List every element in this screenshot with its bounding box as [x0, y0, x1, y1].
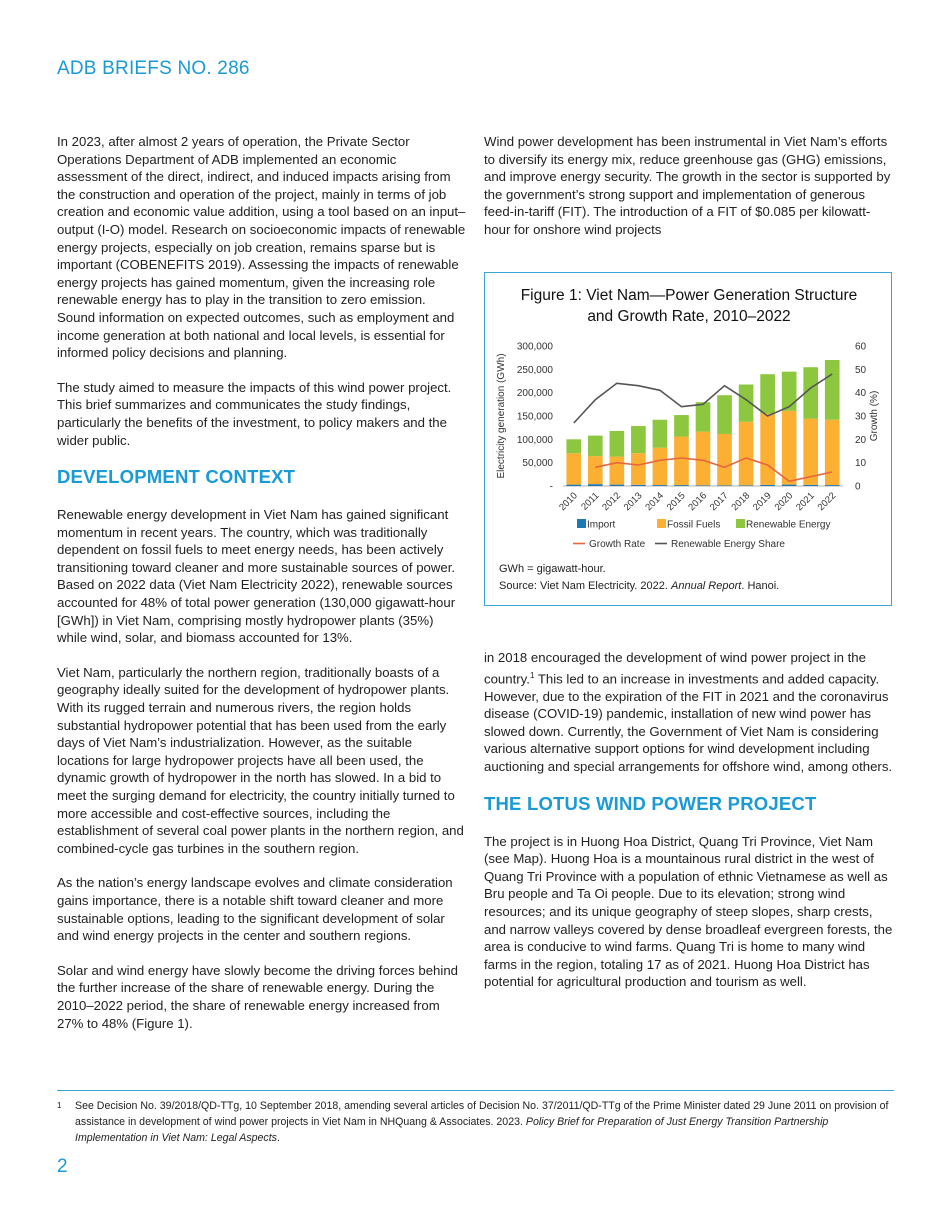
- footnote-reference[interactable]: 1: [529, 670, 535, 680]
- bar-import: [653, 485, 668, 486]
- paragraph: in 2018 encouraged the development of wind power project in the country.$^1$ This led to an increase in investments and added capacity. However, due to the expiration of the FIT in 2021 and the coronavirus disease (COVID-19) pandemic, installation of new wind power has slowed down. Currently, the Government of Viet Nam is considering various alternative support options for wind development including auctioning and special arrangements for offshore wind, among others.: [484, 650, 893, 774]
- y-left-tick-label: 250,000: [516, 364, 553, 376]
- y-right-tick-label: 60: [855, 341, 867, 353]
- bar-import: [760, 485, 775, 486]
- y-right-axis-label: Growth (%): [869, 390, 880, 442]
- paragraph: The study aimed to measure the impacts of this wind power project. This brief summarizes and communicates the study findings, particularly the benefits of the investment, to policy makers and the wider public.: [57, 379, 452, 448]
- bar-import: [566, 485, 581, 486]
- x-tick-label: 2022: [815, 490, 839, 514]
- x-tick-label: 2015: [664, 490, 688, 514]
- bar-fossil-fuels: [566, 453, 581, 484]
- x-tick-label: 2014: [643, 490, 667, 514]
- bar-renewable-energy: [760, 374, 775, 413]
- bar-fossil-fuels: [696, 432, 711, 486]
- footnote: [57, 1098, 894, 1146]
- x-tick-label: 2013: [621, 490, 645, 514]
- x-tick-label: 2020: [772, 490, 796, 514]
- legend-label: Renewable Energy: [746, 519, 831, 531]
- x-tick-label: 2018: [729, 490, 753, 514]
- bar-fossil-fuels: [717, 434, 732, 485]
- power-generation-chart: [485, 333, 891, 559]
- bar-import: [739, 485, 754, 486]
- figure-title: [485, 285, 893, 327]
- paragraph: As the nation’s energy landscape evolves and climate consideration gains importance, there is a notable shift toward cleaner and more sustainable options, leading to the significant development of solar and wind energy projects in the center and southern regions.: [57, 875, 453, 944]
- figure-note: [499, 561, 779, 595]
- legend-swatch: [736, 519, 745, 528]
- section-heading-lotus-wind: THE LOTUS WIND POWER PROJECT: [484, 792, 817, 814]
- legend-swatch: [577, 519, 586, 528]
- paragraph: Renewable energy development in Viet Nam has gained significant momentum in recent years. The country, which was traditionally dependent on fossil fuels to meet energy needs, has been actively transitioning toward cleaner and more sustainable sources of power. Based on 2022 data (Viet Nam Electricity 2022), renewable sources accounted for 48% of total power generation (130,000 gigawatt-hour [GWh]) in Viet Nam, comprising mostly hydropower plants (35%) while wind, solar, and biomass accounted for 13%.: [57, 507, 456, 646]
- bar-import: [825, 485, 840, 486]
- bar-fossil-fuels: [782, 411, 797, 485]
- y-left-tick-label: 50,000: [522, 458, 553, 470]
- bar-import: [782, 485, 797, 486]
- bar-renewable-energy: [588, 436, 603, 457]
- bar-import: [803, 485, 818, 486]
- bar-import: [674, 485, 689, 486]
- bar-renewable-energy: [696, 402, 711, 431]
- figure-abbreviation-note: GWh = gigawatt-hour.: [499, 563, 606, 575]
- bar-renewable-energy: [717, 395, 732, 434]
- x-tick-label: 2017: [707, 490, 731, 514]
- page-number: 2: [57, 1156, 68, 1177]
- paragraph: Wind power development has been instrumental in Viet Nam’s efforts to diversify its energy mix, reduce greenhouse gas (GHG) emissions, and improve energy security. The growth in the sector is supported by the government’s strong support and implementation of generous feed-in-tariff (FIT). The introduction of a FIT of $0.085 per kilowatt-hour for onshore wind projects: [484, 134, 891, 237]
- paragraph: In 2023, after almost 2 years of operation, the Private Sector Operations Department of ADB implemented an economic assessment of the direct, indirect, and induced impacts arising from the construction and operation of the project, mainly in terms of job creation and economic value addition, using a tool based on an input–output (I-O) model. Research on socioeconomic impacts of renewable energy projects, especially on job creation, remains sparse but is important (COBENEFITS 2019). Assessing the impacts of renewable energy projects has gained momentum, given the increasing role renewable energy has to play in the transition to zero emission. Sound information on expected outcomes, such as employment and income generation at both national and local levels, is essential for informed policy decisions and planning.: [57, 134, 466, 361]
- bar-renewable-energy: [653, 420, 668, 448]
- right-column-top: [484, 133, 894, 256]
- bar-renewable-energy: [631, 426, 646, 453]
- left-column: [57, 133, 467, 1049]
- right-column-bottom: [484, 649, 894, 1008]
- header-title: ADB BRIEFS NO. 286: [57, 58, 250, 79]
- legend-swatch: [657, 519, 666, 528]
- figure-source: Source: Viet Nam Electricity. 2022. Annual Report. Hanoi.: [499, 580, 780, 592]
- y-right-tick-label: 20: [855, 434, 867, 446]
- bar-import: [588, 484, 603, 486]
- bar-import: [717, 485, 732, 486]
- figure-title-line2: and Growth Rate, 2010–2022: [587, 308, 791, 325]
- y-right-tick-label: 30: [855, 411, 867, 423]
- bar-renewable-energy: [566, 439, 581, 453]
- bar-renewable-energy: [674, 415, 689, 436]
- y-left-axis-label: Electricity generation (GWh): [496, 353, 507, 479]
- y-right-tick-label: 0: [855, 481, 861, 493]
- figure-1: [484, 272, 892, 606]
- legend-label: Import: [587, 519, 616, 531]
- bar-renewable-energy: [782, 372, 797, 411]
- y-left-tick-label: -: [549, 481, 553, 493]
- y-right-tick-label: 40: [855, 388, 867, 400]
- x-tick-label: 2012: [600, 490, 623, 514]
- bar-renewable-energy: [825, 360, 840, 420]
- legend-label: Fossil Fuels: [667, 519, 721, 531]
- bar-fossil-fuels: [631, 453, 646, 485]
- section-heading-development-context: DEVELOPMENT CONTEXT: [57, 466, 296, 488]
- bar-fossil-fuels: [760, 413, 775, 484]
- x-tick-label: 2010: [557, 490, 580, 514]
- bar-import: [610, 485, 625, 486]
- x-tick-label: 2011: [579, 490, 602, 513]
- bar-import: [631, 485, 646, 486]
- bar-fossil-fuels: [610, 457, 625, 485]
- bar-fossil-fuels: [674, 437, 689, 486]
- paragraph: The project is in Huong Hoa District, Quang Tri Province, Viet Nam (see Map). Huong Hoa is a mountainous rural district in the west of Quang Tri Province with a population of ethnic Vietnamese as well as Bru people and Ta Oi people. Due to its elevation; strong wind resources; and its unique geography of steep slopes, sharp crests, and narrow valleys covered by dense broadleaf evergreen forests, the area is conducive to wind farms. Quang Tri is home to many wind farms in the region, totaling 17 as of 2021. Huong Hoa District has potential for agricultural production and tourism as well.: [484, 833, 893, 990]
- footnote-number: 1: [57, 1101, 62, 1110]
- bar-fossil-fuels: [653, 448, 668, 485]
- y-right-tick-label: 10: [855, 458, 867, 470]
- figure-title-line1: Figure 1: Viet Nam—Power Generation Structure: [520, 287, 858, 304]
- y-left-tick-label: 150,000: [516, 411, 553, 423]
- y-left-tick-label: 100,000: [516, 434, 553, 446]
- x-tick-label: 2019: [751, 490, 774, 514]
- bar-fossil-fuels: [739, 422, 754, 485]
- y-right-tick-label: 50: [855, 364, 867, 376]
- footnote-text: See Decision No. 39/2018/QD-TTg, 10 September 2018, amending several articles of Decision No. 37/2011/QD-TTg of the Prime Minister dated 29 June 2011 on provision of assistance in development of wind power projects in Viet Nam in NHQuang & Associates. 2023. Policy Brief for Preparation of Just Energy Transition Partnership Implementation in Viet Nam: Legal Aspects.: [75, 1100, 889, 1144]
- x-tick-label: 2016: [686, 490, 710, 514]
- line-growth-rate: [595, 458, 832, 481]
- x-tick-label: 2021: [794, 490, 817, 514]
- legend-label: Growth Rate: [589, 539, 646, 550]
- paragraph: Solar and wind energy have slowly become the driving forces behind the further increase of the share of renewable energy. During the 2010–2022 period, the share of renewable energy increased from 27% to 48% (Figure 1).: [57, 962, 458, 1031]
- bar-fossil-fuels: [588, 456, 603, 484]
- y-left-tick-label: 200,000: [516, 388, 553, 400]
- bar-import: [696, 485, 711, 486]
- y-left-tick-label: 300,000: [516, 341, 553, 353]
- legend-label: Renewable Energy Share: [671, 539, 785, 550]
- bar-fossil-fuels: [825, 420, 840, 485]
- bar-renewable-energy: [610, 431, 625, 457]
- paragraph: Viet Nam, particularly the northern region, traditionally boasts of a geography ideally suited for the development of hydropower plants. With its rugged terrain and numerous rivers, the region holds substantial hydropower potential that has been used from the early days of Viet Nam’s industrialization. However, as the suitable locations for large hydropower projects have all been used, the dynamic growth of hydropower in the north has slowed. In a bid to meet the surging demand for electricity, the country initially turned to more accessible and cost-effective sources, including the establishment of several coal power plants in the northern region, and combined-cycle gas turbines in the southern region.: [57, 664, 464, 856]
- footnote-divider: [57, 1090, 894, 1091]
